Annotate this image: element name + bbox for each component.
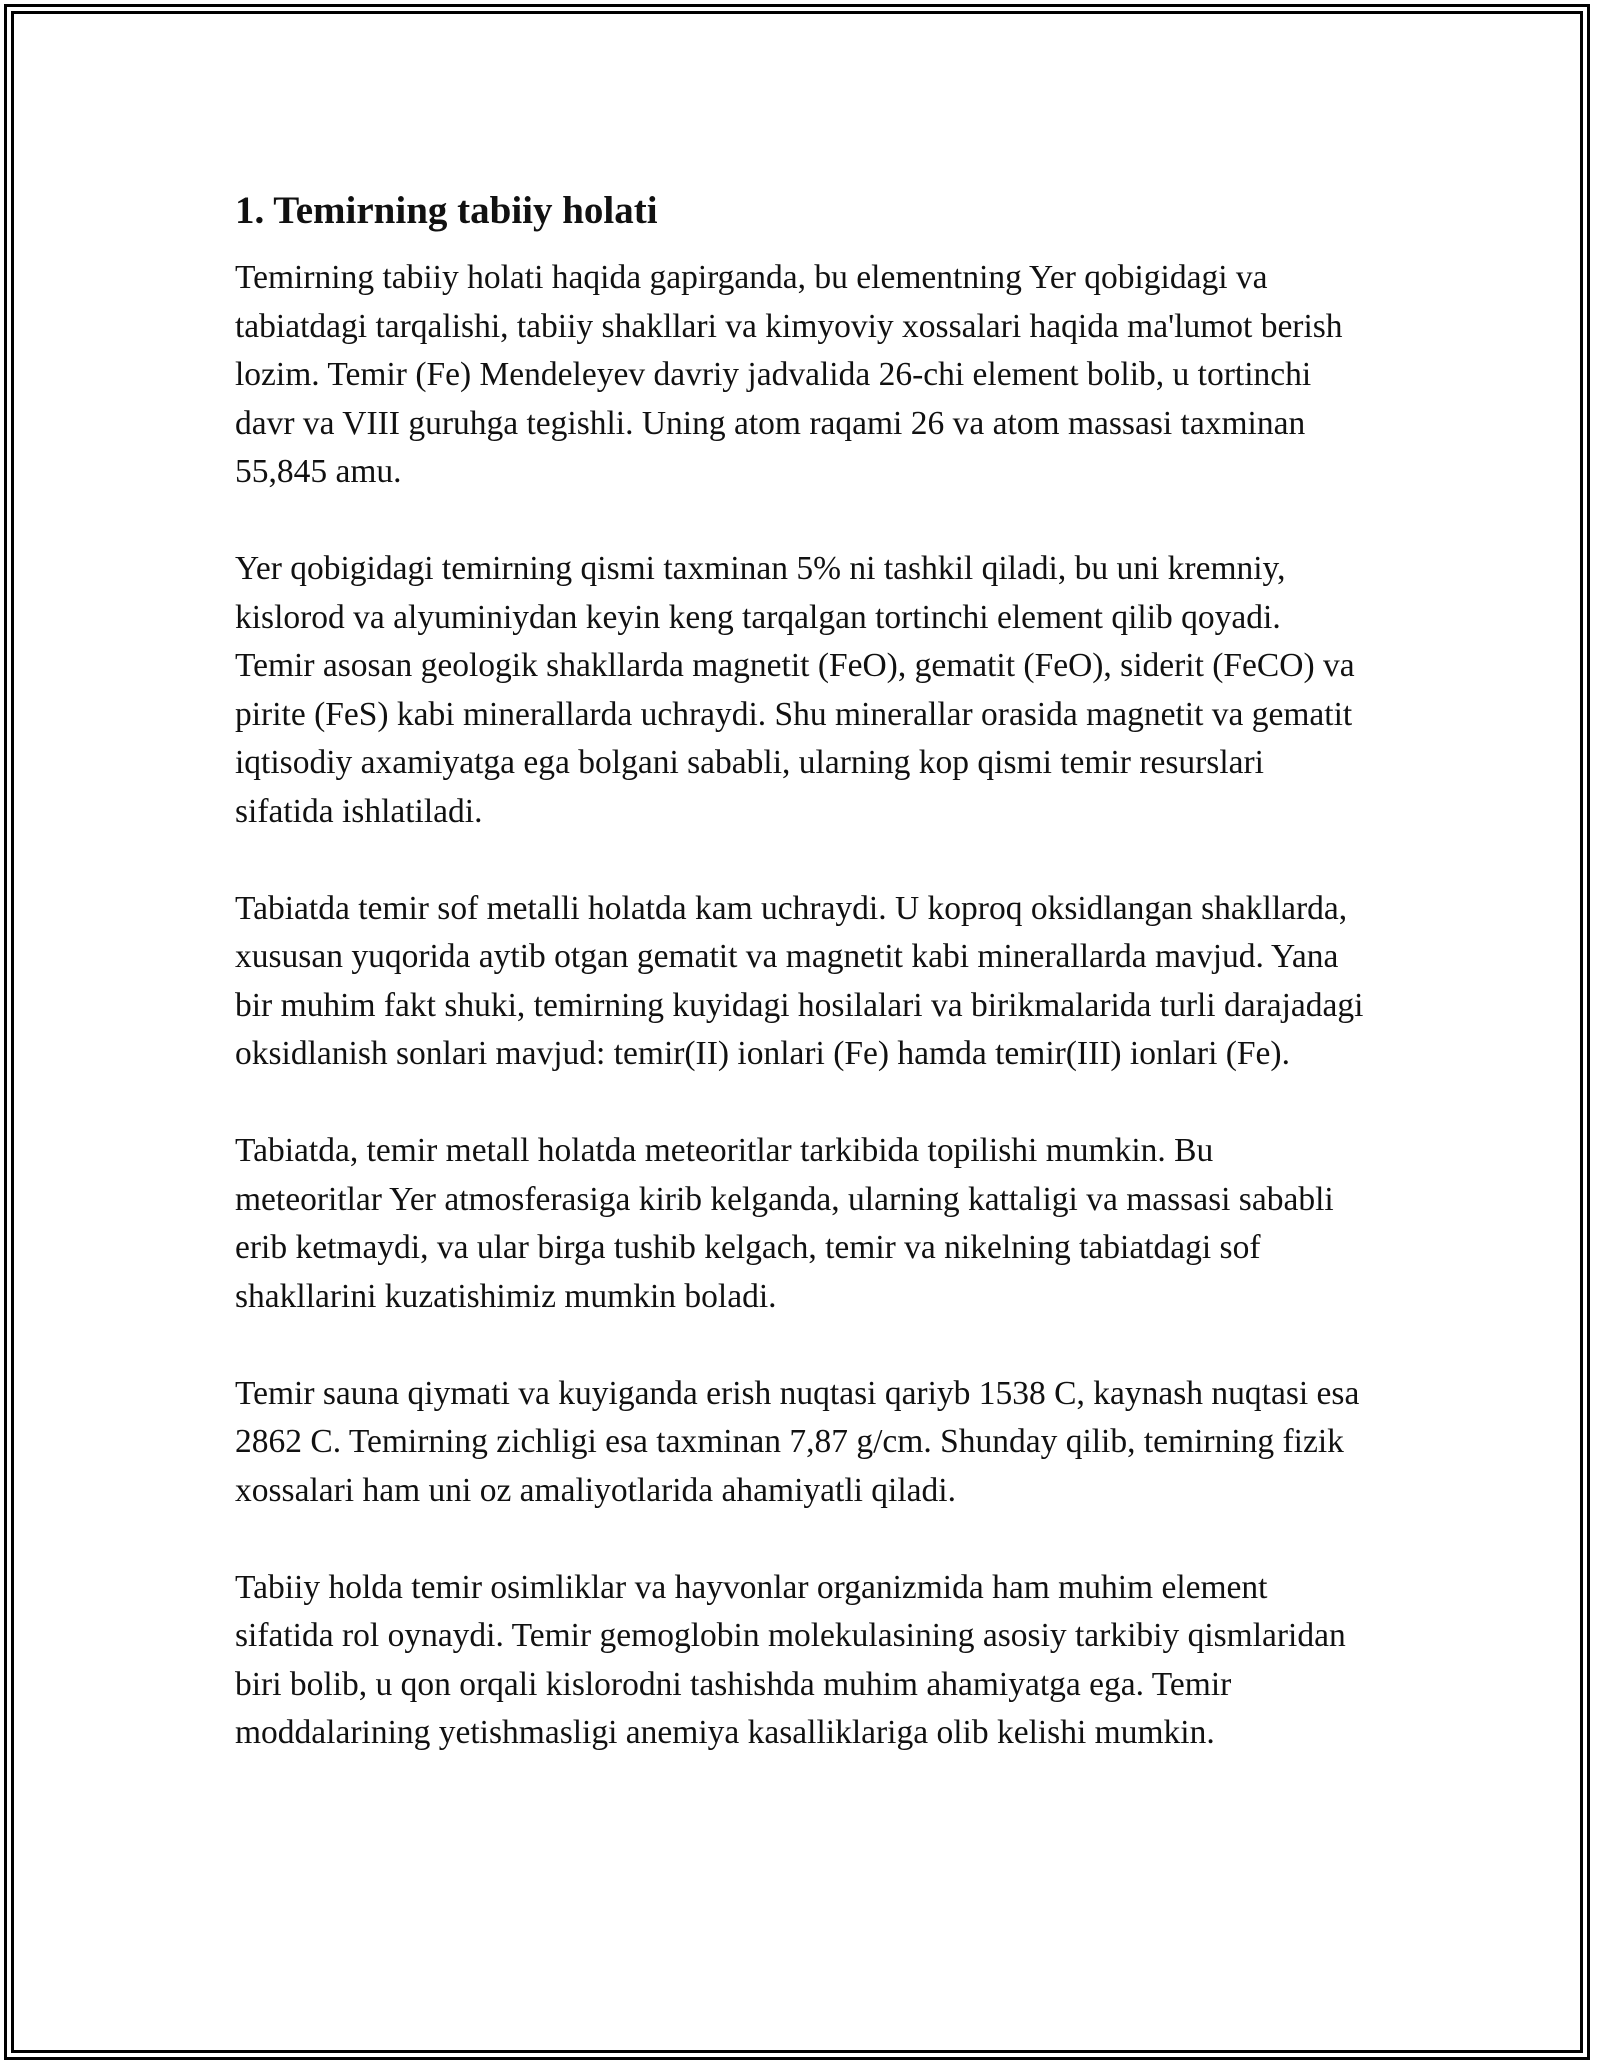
paragraph-1: Temirning tabiiy holati haqida gapirganda, bu elementning Yer qobigidagi va tabiatdagi tarqalishi, tabiiy shakllari va kimyoviy xossalari haqida ma'lumot berish lozim. Temir (Fe) Mendeleyev davriy jadvalida 26-chi element bolib, u tortinchi davr va VIII guruhga tegishli. Uning atom raqami 26 va atom massasi taxminan 55,845 amu. xyxy=(235,259,1343,490)
paragraph-5: Temir sauna qiymati va kuyiganda erish nuqtasi qariyb 1538 C, kaynash nuqtasi esa 2862 C. Temirning zichligi esa taxminan 7,87 g/cm. Shunday qilib, temirning fizik xossalari ham uni oz amaliyotlarida ahamiyatli qiladi. xyxy=(235,1374,1360,1509)
paragraph-4: Tabiatda, temir metall holatda meteoritlar tarkibida topilishi mumkin. Bu meteoritlar Yer atmosferasiga kirib kelganda, ularning kattaligi va massasi sababli erib ketmaydi, va ular birga tushib kelgach, temir va nikelning tabiatdagi sof shakllarini kuzatishimiz mumkin boladi. xyxy=(235,1132,1334,1315)
document-body xyxy=(235,187,1365,1758)
paragraph-3: Tabiatda temir sof metalli holatda kam uchraydi. U koproq oksidlangan shakllarda, xususan yuqorida aytib otgan gematit va magnetit kabi minerallarda mavjud. Yana bir muhim fakt shuki, temirning kuyidagi hosilalari va birikmalarida turli darajadagi oksidlanish sonlari mavjud: temir(II) ionlari (Fe) hamda temir(III) ionlari (Fe). xyxy=(235,889,1364,1072)
paragraph-2: Yer qobigidagi temirning qismi taxminan 5% ni tashkil qiladi, bu uni kremniy, kislorod va alyuminiydan keyin keng tarqalgan tortinchi element qilib qoyadi. Temir asosan geologik shakllarda magnetit (FeO), gematit (FeO), siderit (FeCO) va pirite (FeS) kabi minerallarda uchraydi. Shu minerallar orasida magnetit va gematit iqtisodiy axamiyatga ega bolgani sababli, ularning kop qismi temir resurslari sifatida ishlatiladi. xyxy=(235,550,1355,830)
section-heading: 1. Temirning tabiiy holati xyxy=(235,189,658,232)
paragraph-6: Tabiiy holda temir osimliklar va hayvonlar organizmida ham muhim element sifatida rol oynaydi. Temir gemoglobin molekulasining asosiy tarkibiy qismlaridan biri bolib, u qon orqali kislorodni tashishda muhim ahamiyatga ega. Temir moddalarining yetishmasligi anemiya kasalliklariga olib kelishi mumkin. xyxy=(235,1568,1346,1751)
